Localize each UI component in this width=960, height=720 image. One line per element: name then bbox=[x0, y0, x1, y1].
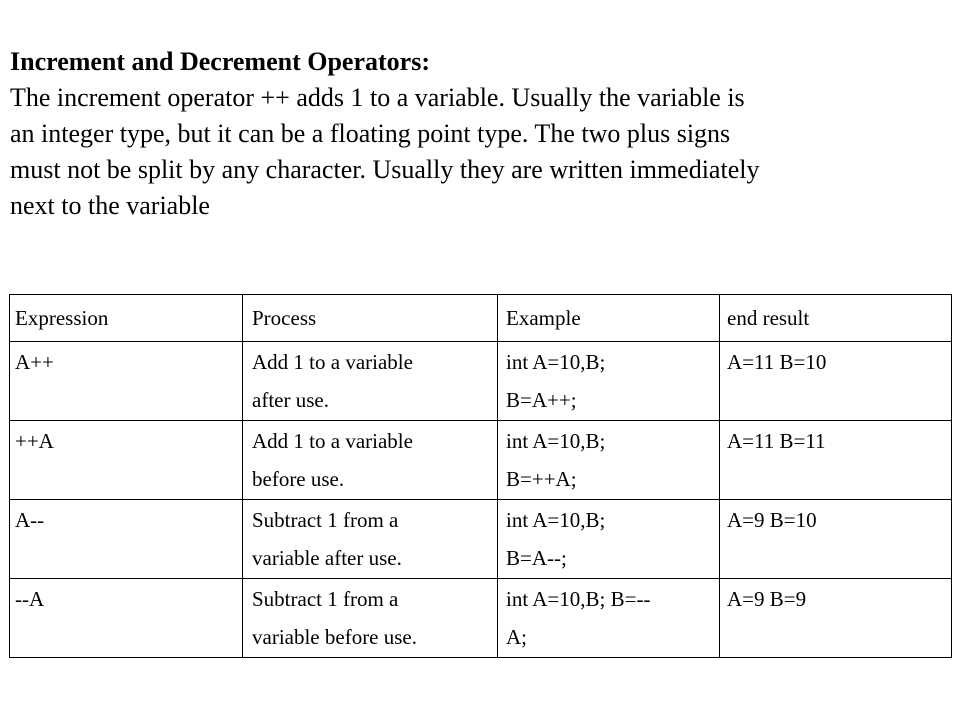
cell-expression: --A bbox=[10, 579, 243, 658]
process-line: Subtract 1 from a bbox=[252, 508, 399, 532]
process-line: after use. bbox=[252, 388, 329, 412]
table-row bbox=[10, 579, 952, 658]
cell-end-result: A=11 B=11 bbox=[720, 421, 952, 500]
cell-process bbox=[243, 421, 498, 500]
cell-end-result: A=11 B=10 bbox=[720, 342, 952, 421]
table-row bbox=[10, 500, 952, 579]
header-process: Process bbox=[243, 295, 498, 342]
example-line: int A=10,B; bbox=[506, 350, 606, 374]
cell-expression: A++ bbox=[10, 342, 243, 421]
process-line: before use. bbox=[252, 467, 345, 491]
table-header-row bbox=[10, 295, 952, 342]
paragraph-line: an integer type, but it can be a floating point type. The two plus signs bbox=[10, 119, 731, 148]
header-end-result: end result bbox=[720, 295, 952, 342]
process-line: Add 1 to a variable bbox=[252, 429, 413, 453]
table-row bbox=[10, 342, 952, 421]
cell-example bbox=[498, 342, 720, 421]
example-line: int A=10,B; bbox=[506, 429, 606, 453]
operators-table bbox=[9, 294, 952, 658]
process-line: Add 1 to a variable bbox=[252, 350, 413, 374]
example-line: int A=10,B; B=-- bbox=[506, 587, 651, 611]
header-expression: Expression bbox=[10, 295, 243, 342]
process-line: variable after use. bbox=[252, 546, 402, 570]
paragraph-line: The increment operator ++ adds 1 to a variable. Usually the variable is bbox=[10, 83, 745, 112]
paragraph-line: next to the variable bbox=[10, 191, 210, 220]
process-line: variable before use. bbox=[252, 625, 417, 649]
paragraph-line: must not be split by any character. Usually they are written immediately bbox=[10, 155, 760, 184]
intro-section bbox=[10, 44, 940, 224]
cell-process bbox=[243, 342, 498, 421]
example-line: int A=10,B; bbox=[506, 508, 606, 532]
cell-process bbox=[243, 500, 498, 579]
cell-example bbox=[498, 421, 720, 500]
cell-example bbox=[498, 579, 720, 658]
cell-end-result: A=9 B=10 bbox=[720, 500, 952, 579]
example-line: A; bbox=[506, 625, 527, 649]
cell-expression: ++A bbox=[10, 421, 243, 500]
section-heading: Increment and Decrement Operators: bbox=[10, 47, 430, 76]
cell-example bbox=[498, 500, 720, 579]
example-line: B=++A; bbox=[506, 467, 577, 491]
header-example: Example bbox=[498, 295, 720, 342]
cell-expression: A-- bbox=[10, 500, 243, 579]
cell-process bbox=[243, 579, 498, 658]
example-line: B=A++; bbox=[506, 388, 577, 412]
example-line: B=A--; bbox=[506, 546, 567, 570]
cell-end-result: A=9 B=9 bbox=[720, 579, 952, 658]
process-line: Subtract 1 from a bbox=[252, 587, 399, 611]
table-row bbox=[10, 421, 952, 500]
